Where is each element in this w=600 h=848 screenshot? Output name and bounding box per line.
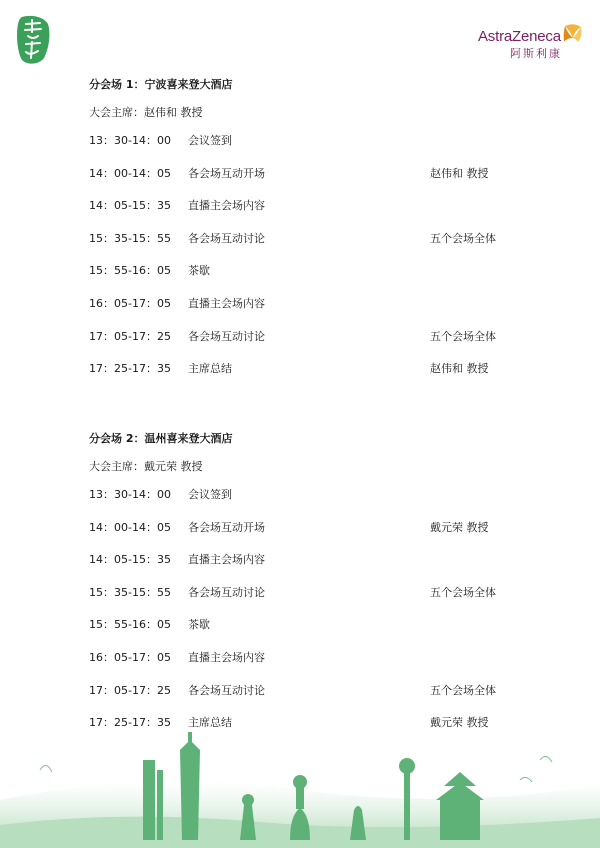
schedule-item: 各会场互动讨论 (188, 585, 265, 599)
schedule-row (89, 196, 529, 229)
schedule-time: 15：55-16：05 (89, 618, 171, 632)
schedule-presenter: 五个会场全体 (430, 585, 496, 599)
schedule-time: 15：35-15：55 (89, 585, 171, 599)
session-title: 分会场 2：温州喜来登大酒店 (89, 432, 233, 445)
schedule-item: 各会场互动讨论 (188, 231, 265, 245)
schedule-item: 直播主会场内容 (188, 553, 265, 567)
schedule-row (89, 294, 529, 327)
schedule-item: 各会场互动开场 (188, 166, 265, 180)
session-block (89, 429, 529, 746)
schedule-time: 17：05-17：25 (89, 329, 171, 343)
schedule-presenter: 赵伟和 教授 (430, 362, 489, 376)
schedule-item: 各会场互动讨论 (188, 329, 265, 343)
schedule-time: 17：05-17：25 (89, 683, 171, 697)
brand-name-cn: 阿斯利康 (510, 47, 562, 60)
schedule-presenter: 五个会场全体 (430, 683, 496, 697)
schedule-time: 13：30-14：00 (89, 488, 171, 501)
schedule-presenter: 戴元荣 教授 (430, 520, 489, 534)
schedule-item: 会议签到 (188, 134, 232, 147)
schedule-presenter: 五个会场全体 (430, 231, 496, 245)
session-chair: 大会主席：赵伟和 教授 (89, 106, 203, 119)
schedule-row (89, 164, 529, 197)
schedule-row (89, 327, 529, 360)
city-skyline-illustration (0, 730, 600, 848)
schedule-time: 15：35-15：55 (89, 231, 171, 245)
schedule-time: 14：00-14：05 (89, 520, 171, 534)
schedule-row (89, 615, 529, 648)
schedule-row (89, 518, 529, 551)
zhuoyuexing-logo (14, 14, 52, 66)
schedule-row (89, 550, 529, 583)
schedule-row (89, 681, 529, 714)
brand-name: AstraZeneca (478, 28, 561, 45)
schedule-item: 直播主会场内容 (188, 199, 265, 213)
schedule-time: 17：25-17：35 (89, 716, 171, 730)
schedule-row (89, 583, 529, 616)
schedule-item: 主席总结 (188, 362, 232, 376)
schedule-time: 14：05-15：35 (89, 553, 171, 567)
schedule-row (89, 648, 529, 681)
schedule-item: 直播主会场内容 (188, 650, 265, 664)
schedule-item: 主席总结 (188, 716, 232, 730)
schedule-row (89, 485, 529, 518)
schedule-item: 茶歇 (188, 264, 210, 278)
schedule-row (89, 229, 529, 262)
schedule-presenter: 戴元荣 教授 (430, 716, 489, 730)
schedule-presenter: 五个会场全体 (430, 329, 496, 343)
schedule-item: 直播主会场内容 (188, 296, 265, 310)
session-block (89, 75, 529, 392)
schedule-presenter: 赵伟和 教授 (430, 166, 489, 180)
schedule-time: 14：05-15：35 (89, 199, 171, 213)
schedule-time: 15：55-16：05 (89, 264, 171, 278)
schedule-item: 茶歇 (188, 618, 210, 632)
schedule-time: 17：25-17：35 (89, 362, 171, 376)
schedule-list (89, 131, 529, 392)
schedule-row (89, 131, 529, 164)
schedule-time: 16：05-17：05 (89, 296, 171, 310)
schedule-time: 14：00-14：05 (89, 166, 171, 180)
schedule-item: 各会场互动讨论 (188, 683, 265, 697)
session-title: 分会场 1：宁波喜来登大酒店 (89, 78, 233, 91)
astrazeneca-symbol-icon (562, 22, 584, 46)
schedule-time: 16：05-17：05 (89, 650, 171, 664)
schedule-row (89, 261, 529, 294)
schedule-list (89, 485, 529, 746)
schedule-item: 会议签到 (188, 488, 232, 501)
schedule-time: 13：30-14：00 (89, 134, 171, 147)
schedule-row (89, 359, 529, 392)
astrazeneca-logo (478, 22, 588, 62)
session-chair: 大会主席：戴元荣 教授 (89, 460, 203, 473)
schedule-item: 各会场互动开场 (188, 520, 265, 534)
